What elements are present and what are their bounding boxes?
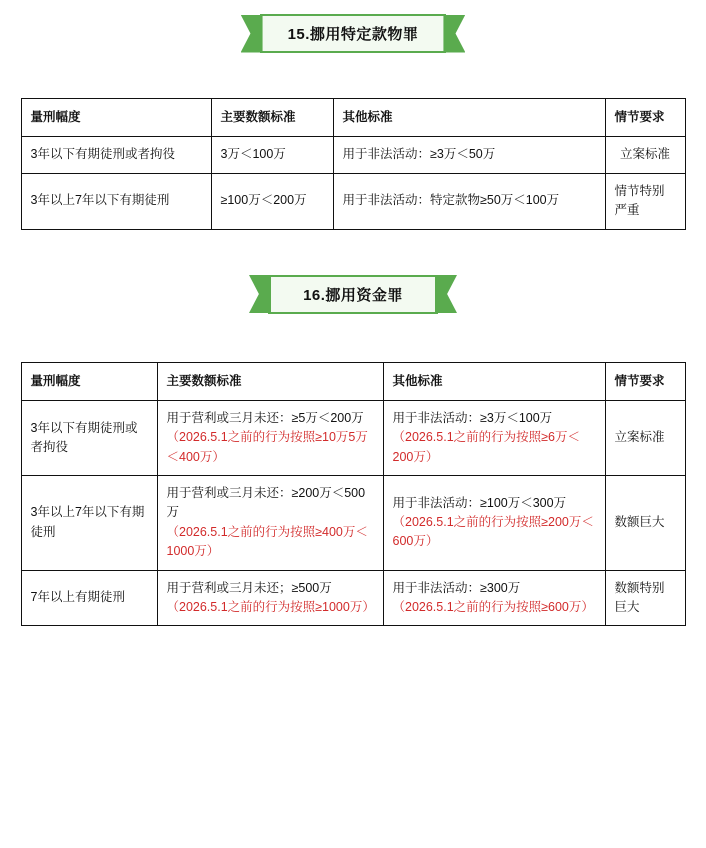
column-header-amount: 主要数额标准 [211, 99, 333, 137]
column-header-range: 量刑幅度 [21, 99, 211, 137]
cell-other: 用于非法活动：特定款物≥50万＜100万 [333, 173, 605, 229]
cell-range: 3年以上7年以下有期徒刑 [21, 173, 211, 229]
cell-other-main: 用于非法活动：≥300万 [392, 580, 521, 595]
banner-15-gap [0, 53, 706, 98]
ribbon-left-icon [241, 15, 263, 53]
banner-title-15: 15.挪用特定款物罪 [260, 14, 447, 53]
cell-amount: ≥100万＜200万 [211, 173, 333, 229]
column-header-other: 其他标准 [333, 99, 605, 137]
column-header-other: 其他标准 [383, 362, 605, 400]
cell-amount-main: 用于营利或三月未还；≥500万 [166, 580, 332, 595]
top-spacer [0, 0, 706, 14]
section-gap [0, 230, 706, 275]
column-header-requirement: 情节要求 [605, 99, 685, 137]
cell-amount-note: （2026.5.1之前的行为按照≥10万5万＜400万） [166, 430, 368, 464]
cell-amount-main: 用于营利或三月未还：≥200万＜500万 [166, 486, 366, 520]
table-header-row [21, 362, 685, 400]
column-header-requirement: 情节要求 [605, 362, 685, 400]
banner-16 [249, 275, 457, 314]
column-header-amount: 主要数额标准 [157, 362, 383, 400]
cell-other-note: （2026.5.1之前的行为按照≥600万） [392, 599, 594, 614]
table-row [21, 476, 685, 571]
ribbon-right-icon [443, 15, 465, 53]
column-header-range: 量刑幅度 [21, 362, 157, 400]
cell-amount [157, 400, 383, 475]
cell-other-main: 用于非法活动：≥100万＜300万 [392, 495, 567, 510]
cell-requirement: 情节特别严重 [605, 173, 685, 229]
cell-amount [157, 476, 383, 571]
banner-16-gap [0, 314, 706, 362]
table-15 [21, 98, 686, 230]
banner-title-16: 16.挪用资金罪 [268, 275, 438, 314]
cell-amount: 3万＜100万 [211, 137, 333, 173]
cell-requirement: 数额特别巨大 [605, 570, 685, 626]
cell-other-main: 用于非法活动：≥3万＜100万 [392, 410, 553, 425]
cell-other [383, 570, 605, 626]
section-banner-15 [0, 14, 706, 53]
bottom-spacer [0, 626, 706, 644]
ribbon-right-icon [435, 275, 457, 313]
table-row [21, 137, 685, 173]
cell-requirement: 立案标准 [605, 137, 685, 173]
cell-other-note: （2026.5.1之前的行为按照≥200万＜600万） [392, 515, 594, 549]
cell-other [383, 476, 605, 571]
table-16 [21, 362, 686, 627]
cell-amount-note: （2026.5.1之前的行为按照≥400万＜1000万） [166, 524, 368, 559]
cell-requirement: 数额巨大 [605, 476, 685, 571]
table-row [21, 570, 685, 626]
cell-range: 7年以上有期徒刑 [21, 570, 157, 626]
cell-amount-note: （2026.5.1之前的行为按照≥1000万） [166, 599, 375, 614]
table-row [21, 400, 685, 475]
cell-requirement: 立案标准 [605, 400, 685, 475]
cell-range: 3年以上7年以下有期徒刑 [21, 476, 157, 571]
ribbon-left-icon [249, 275, 271, 313]
banner-15 [241, 14, 466, 53]
table-header-row [21, 99, 685, 137]
cell-other: 用于非法活动：≥3万＜50万 [333, 137, 605, 173]
cell-amount-main: 用于营利或三月未还：≥5万＜200万 [166, 410, 364, 425]
table-row [21, 173, 685, 229]
cell-other-note: （2026.5.1之前的行为按照≥6万＜200万） [392, 430, 580, 464]
cell-amount [157, 570, 383, 626]
section-banner-16 [0, 275, 706, 314]
cell-range: 3年以下有期徒刑或者拘役 [21, 137, 211, 173]
cell-other [383, 400, 605, 475]
cell-range: 3年以下有期徒刑或者拘役 [21, 400, 157, 475]
